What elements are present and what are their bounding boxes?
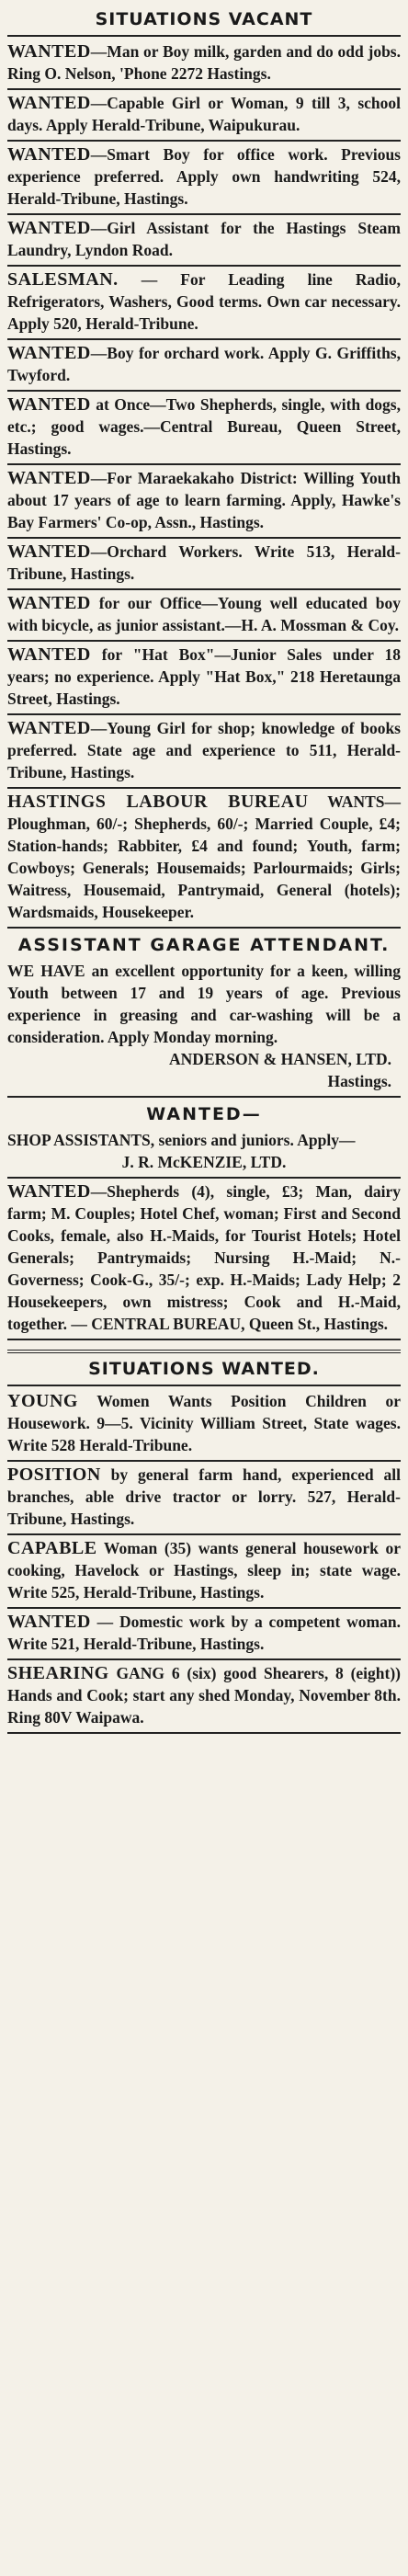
ad-6	[7, 340, 401, 392]
wanted-ad-2	[7, 1462, 401, 1535]
ad-body: at Once—Two Shepherds, single, with dogs, etc.; good wages.—Central Bureau, Queen Street, Hastings.	[7, 395, 401, 458]
ad-5	[7, 267, 401, 340]
ad-lead: WANTED	[7, 343, 91, 363]
ad-11	[7, 642, 401, 715]
ad-body: by general farm hand, experienced all branches, able drive tractor or lorry. 527, Herald-Tribune, Hastings.	[7, 1465, 401, 1528]
ad-lead: WANTED	[7, 541, 91, 562]
ad-4	[7, 215, 401, 267]
wanted-title: WANTED—	[146, 1104, 262, 1124]
ad-body: — Domestic work by a competent woman. Write 521, Herald-Tribune, Hastings.	[7, 1613, 401, 1653]
ad-body: for "Hat Box"—Junior Sales under 18 years; no experience. Apply "Hat Box," 218 Heretaunga Street, Hastings.	[7, 645, 401, 708]
ad-body: —Smart Boy for office work. Previous experience preferred. Apply own handwriting 524, Herald-Tribune, Hastings.	[7, 145, 401, 208]
ad-body: —Young Girl for shop; knowledge of books preferred. State age and experience to 511, Herald-Tribune, Hastings.	[7, 719, 401, 781]
ad-body: —Capable Girl or Woman, 9 till 3, school days. Apply Herald-Tribune, Waipukurau.	[7, 94, 401, 134]
ad-1	[7, 39, 401, 90]
ad-lead: HASTINGS LABOUR BUREAU	[7, 792, 309, 812]
ad-lead: WANTED	[7, 394, 91, 415]
garage-title: ASSISTANT GARAGE ATTENDANT.	[17, 935, 391, 955]
shepherds-ad	[7, 1179, 401, 1340]
ad-body: —Shepherds (4), single, £3; Man, dairy farm; M. Couples; Hotel Chef, woman; First and Second Cooks, female, also H.-Maids, for Tourist Hotels; Hotel Generals; Pantrymaids; Nursing H.-Maid; N.-Governess; Cook-G., 35/-; exp. H.-Maids; Lady Help; 2 Housekeepers, own mistress; Cook and H.-Maid, together. — CENTRAL BUREAU, Queen St., Hastings.	[7, 1182, 401, 1333]
ad-lead: WANTED	[7, 93, 91, 113]
ad-lead: WANTED	[7, 1181, 91, 1202]
garage-ad	[7, 929, 401, 1098]
ad-body: Woman (35) wants general housework or cooking, Havelock or Hastings, sleep in; state wage. Write 525, Herald-Tribune, Hastings.	[7, 1539, 401, 1601]
section-heading-wanted: SITUATIONS WANTED.	[88, 1359, 320, 1379]
garage-firm: ANDERSON & HANSEN, LTD.	[169, 1050, 391, 1068]
ad-9	[7, 539, 401, 590]
garage-body: WE HAVE an excellent opportunity for a keen, willing Youth between 17 and 19 years of age. Previous experience in greasing and car-washing will be a consideration. Apply Monday morning.	[7, 962, 401, 1046]
wanted-ad-1	[7, 1388, 401, 1462]
ad-7	[7, 392, 401, 465]
ad-lead: WANTED	[7, 144, 91, 165]
ads-vacant-list	[7, 39, 401, 929]
ad-10	[7, 590, 401, 642]
wanted-ad-5	[7, 1660, 401, 1734]
ad-lead: WANTED	[7, 41, 91, 62]
wanted-ad-4	[7, 1609, 401, 1660]
ad-body: Women Wants Position Children or Housework. 9—5. Vicinity William Street, State wages. Write 528 Herald-Tribune.	[7, 1392, 401, 1454]
shop-assistants-firm: J. R. McKENZIE, LTD.	[121, 1153, 287, 1171]
ad-lead: SHEARING	[7, 1663, 109, 1683]
ad-lead: WANTED	[7, 218, 91, 238]
ad-lead: WANTED	[7, 593, 91, 613]
shop-assistants-ad	[7, 1098, 401, 1179]
ad-lead: WANTED	[7, 644, 91, 665]
garage-town: Hastings.	[327, 1072, 391, 1090]
divider	[7, 35, 401, 37]
ad-body: GANG 6 (six) good Shearers, 8 (eight)) Hands and Cook; start any shed Monday, November 8th. Ring 80V Waipawa.	[7, 1664, 401, 1727]
ad-body: —Girl Assistant for the Hastings Steam Laundry, Lyndon Road.	[7, 219, 401, 259]
ad-lead: WANTED	[7, 718, 91, 738]
ad-8	[7, 465, 401, 539]
ad-body: — For Leading line Radio, Refrigerators, Washers, Good terms. Own car necessary. Apply 520, Herald-Tribune.	[7, 270, 401, 333]
ad-lead: WANTED	[7, 468, 91, 488]
ad-body: for our Office—Young well educated boy with bicycle, as junior assistant.—H. A. Mossman & Coy.	[7, 594, 401, 634]
ads-wanted-list	[7, 1388, 401, 1734]
section-heading-vacant: SITUATIONS VACANT	[95, 9, 313, 29]
divider	[7, 1385, 401, 1386]
ad-body: —Orchard Workers. Write 513, Herald-Tribune, Hastings.	[7, 542, 401, 583]
wanted-ad-3	[7, 1535, 401, 1609]
ad-body: WANTS—Ploughman, 60/-; Shepherds, 60/-; Married Couple, £4; Station-hands; Rabbiter, £4 and found; Youth, farm; Cowboys; Generals; Housemaids; Parlourmaids; Girls; Waitress, Housemaid, Pantrymaid, General (hotels); Wardsmaids, Housekeeper.	[7, 792, 401, 921]
ad-lead: POSITION	[7, 1465, 101, 1485]
ad-lead: CAPABLE	[7, 1538, 97, 1558]
ad-2	[7, 90, 401, 142]
divider-double	[7, 1350, 401, 1353]
ad-12	[7, 715, 401, 789]
ad-lead: YOUNG	[7, 1391, 78, 1411]
ad-3	[7, 142, 401, 215]
ad-lead: WANTED	[7, 1612, 91, 1632]
ad-body: —For Maraekakaho District: Willing Youth about 17 years of age to learn farming. Apply, Hawke's Bay Farmers' Co-op, Assn., Hastings.	[7, 469, 401, 531]
shop-assistants-body: SHOP ASSISTANTS, seniors and juniors. Apply—	[7, 1131, 356, 1149]
ad-body: —Boy for orchard work. Apply G. Griffiths, Twyford.	[7, 344, 401, 384]
ad-13	[7, 789, 401, 929]
ad-body: —Man or Boy milk, garden and do odd jobs. Ring O. Nelson, 'Phone 2272 Hastings.	[7, 42, 401, 83]
ad-lead: SALESMAN.	[7, 269, 119, 290]
